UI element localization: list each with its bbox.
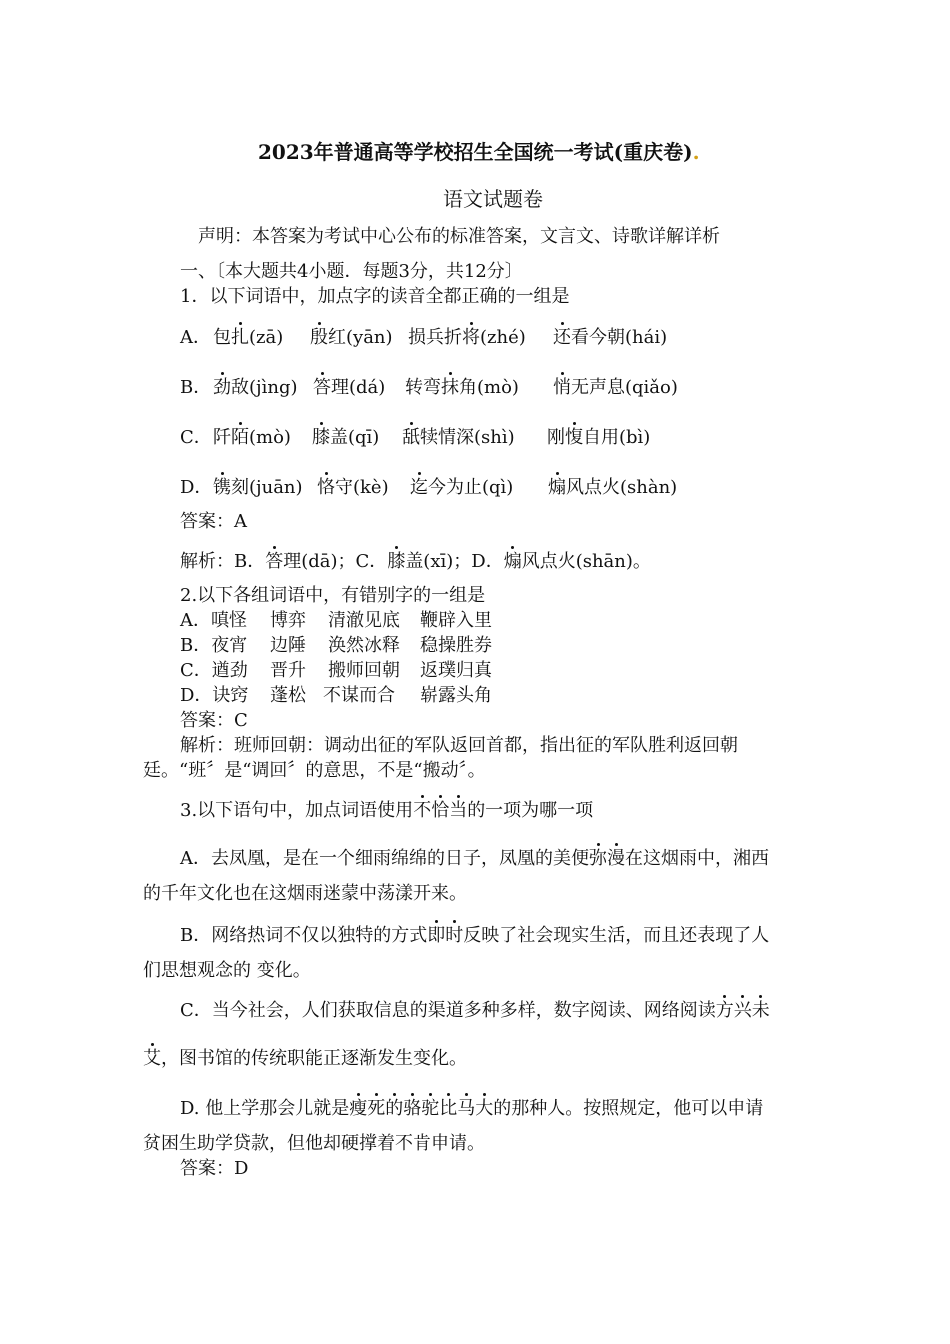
dotted-char: 大 [475,1098,494,1119]
q2-analysis-line1: 解析：班师回朝：调动出征的军队返回首都，指出征的军队胜利返回朝 [180,735,738,756]
q1-stem: 1．以下词语中，加点字的读音全都正确的一组是 [180,286,570,307]
q1-c-word2: 膝盖(qī) [312,427,380,448]
dotted-char: 将 [462,327,480,348]
dotted-char: 即 [427,925,446,946]
q1-b-word1: 劲敌(jìng) [213,377,298,398]
q1-b-word2: 答理(dá) [313,377,386,398]
q1-answer: 答案：A [180,511,247,532]
dotted-char: 恪 [317,477,335,498]
dotted-char: 方 [715,1000,734,1021]
dotted-char: 殷 [310,327,328,348]
q3-option-d-line1: D. 他上学那会儿就是瘦死的骆驼比马大的那种人。按照规定，他可以申请 [180,1098,764,1119]
dotted-phrase [716,1000,770,1021]
dotted-char: 陌 [231,427,249,448]
dotted-phrase [413,800,467,821]
dotted-char: 迄 [410,477,428,498]
q3-answer: 答案：D [180,1158,249,1179]
dotted-char: 膝 [387,551,406,572]
dotted-char: 愎 [565,427,583,448]
q3-option-a-line2: 的千年文化也在这烟雨迷蒙中荡漾开来。 [143,883,467,904]
q1-b-word3: 转弯抹角(mò) [405,377,519,398]
dotted-char: 扎 [231,327,249,348]
dotted-phrase [589,848,625,869]
title-dot: . [692,140,700,164]
q2-answer: 答案：C [180,710,248,731]
q1-c-word4: 刚愎自用(bì) [547,427,651,448]
q1-d-word3: 迄今为止(qì) [410,477,514,498]
q1-c-word1: 阡陌(mò) [213,427,291,448]
dotted-char: 骆 [403,1098,422,1119]
q1-a-word4: 还看今朝(hái) [553,327,668,348]
dotted-char: 煽 [548,477,566,498]
dotted-char: 时 [445,925,464,946]
document-page: 2023年普通高等学校招生全国统一考试(重庆卷). 语文试题卷 声明：本答案为考试中心公布的标准答案，文言文、诗歌详解详析 一、〔本大题共4小题．每题3分，共12分〕 1．以下词语中，加点字的读音全都正确的一组是 A． 包扎(zā) 殷红(yān) 损兵折将(zhé) 还看今朝(hái) B． 劲敌(jìng) 答理(dá) 转弯抹角(mò) 悄无声息(qiǎo) C． 阡陌(mò) 膝盖(qī) 舐犊情深(shì) 刚愎自用(bì) D． 镌刻(juān) 恪守(kè) 迄今为止(qì) 煽风点火(shàn) 答案：A 解析：B．答理(dā)；C．膝盖(xī)；D．煽风点火(shān)。 2.以下各组词语中，有错别字的一组是 A．嗔怪 博弈 清澈见底 鞭辟入里 B．夜宵 边陲 涣然冰释 稳操胜券 C．遒劲 晋升 搬师回朝 返璞归真 D．诀窍 蓬松 不谋而合 崭露头角 答案：C 解析：班师回朝：调动出征的军队返回首都，指出征的军队胜利返回朝 廷。“班〞是“调回〞的意思，不是“搬动〞。 3.以下语句中，加点词语使用不恰当的一项为哪一项 A．去凤凰，是在一个细雨绵绵的日子，凤凰的美便弥漫在这烟雨中，湘西 的千年文化也在这烟雨迷蒙中荡漾开来。 B．网络热词不仅以独特的方式即时反映了社会现实生活，而且还表现了人 们思想观念的 变化。 C．当今社会，人们获取信息的渠道多种多样，数字阅读、网络阅读方兴未 艾，图书馆的传统职能正逐渐发生变化。 D. 他上学那会儿就是瘦死的骆驼比马大的那种人。按照规定，他可以申请 贫困生助学贷款，但他却硬撑着不肯申请。 答案：D [143,140,770,1179]
dotted-char: 比 [439,1098,458,1119]
dotted-char: 弥 [589,848,607,869]
document-title: 2023年普通高等学校招生全国统一考试(重庆卷). [258,140,700,164]
q3-option-b-line1: B．网络热词不仅以独特的方式即时反映了社会现实生活，而且还表现了人 [180,925,770,946]
q1-b-word4: 悄无声息(qiǎo) [553,377,678,398]
dotted-char: 答 [313,377,331,398]
statement: 声明：本答案为考试中心公布的标准答案，文言文、诗歌详解详析 [198,226,720,247]
dotted-phrase [349,1098,493,1119]
dotted-char: 漫 [607,848,625,869]
dotted-char: 不 [413,800,432,821]
q3-option-a-line1: A．去凤凰，是在一个细雨绵绵的日子，凤凰的美便弥漫在这烟雨中，湘西 [180,848,769,869]
q3-option-c-line1: C．当今社会，人们获取信息的渠道多种多样，数字阅读、网络阅读方兴未 [180,1000,770,1021]
dotted-char: 劲 [213,377,231,398]
dotted-char: 当 [449,800,468,821]
dotted-char: 还 [553,327,571,348]
q3-option-b-line2: 们思想观念的 变化。 [143,960,311,981]
q1-a-word1: 包扎(zā) [213,327,284,348]
dotted-char: 兴 [733,1000,752,1021]
dotted-char: 恰 [431,800,450,821]
dotted-char: 煽 [503,551,522,572]
dotted-char: 膝 [312,427,330,448]
q1-a-word2: 殷红(yān) [310,327,393,348]
dotted-char: 舐 [402,427,420,448]
q3-option-c-line2: 艾，图书馆的传统职能正逐渐发生变化。 [143,1048,467,1069]
q1-d-word2: 恪守(kè) [317,477,389,498]
q2-analysis-line2: 廷。“班〞是“调回〞的意思，不是“搬动〞。 [143,760,486,781]
dotted-char: 的 [385,1098,404,1119]
q1-d-word1: 镌刻(juān) [213,477,303,498]
dotted-char: 驼 [421,1098,440,1119]
dotted-phrase [427,925,463,946]
dotted-char: 马 [457,1098,476,1119]
q2-stem: 2.以下各组词语中，有错别字的一组是 [180,585,486,606]
q3-option-d-line2: 贫困生助学贷款，但他却硬撑着不肯申请。 [143,1133,485,1154]
q1-d-word4: 煽风点火(shàn) [548,477,678,498]
document-subtitle: 语文试题卷 [443,187,543,211]
q3-stem: 3.以下语句中，加点词语使用不恰当的一项为哪一项 [180,800,594,821]
section-heading: 一、〔本大题共4小题．每题3分，共12分〕 [180,261,523,282]
dotted-char: 镌 [213,477,231,498]
dotted-char: 瘦 [349,1098,368,1119]
dotted-char: 抹 [441,377,459,398]
q1-analysis: 解析：B．答理(dā)；C．膝盖(xī)；D．煽风点火(shān)。 [180,551,651,572]
q1-c-word3: 舐犊情深(shì) [402,427,515,448]
q1-a-word3: 损兵折将(zhé) [408,327,526,348]
dotted-char: 答 [265,551,284,572]
dotted-char: 艾 [143,1048,161,1069]
dotted-char: 悄 [553,377,571,398]
dotted-char: 死 [367,1098,386,1119]
dotted-char: 未 [751,1000,770,1021]
